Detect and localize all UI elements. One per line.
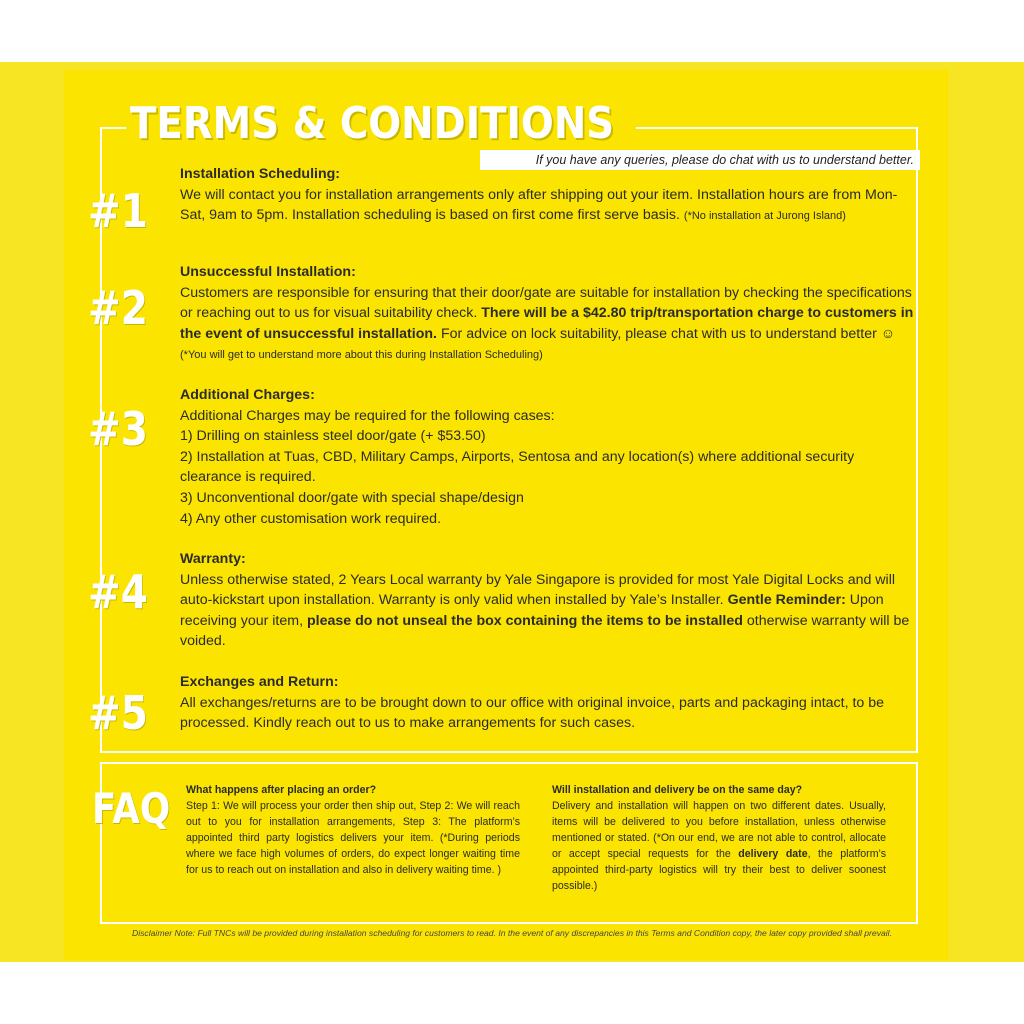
charges-line: 3) Unconventional door/gate with special shape/design <box>180 489 524 506</box>
section-heading: Installation Scheduling: <box>180 166 341 182</box>
reminder-bold: please do not unseal the box containing the items to be installed <box>306 612 743 629</box>
section-note: (*No installation at Jurong Island) <box>683 210 846 223</box>
page-title: TERMS & CONDITIONS <box>130 98 615 149</box>
faq-item-2 <box>552 782 886 894</box>
section-heading: Exchanges and Return: <box>180 674 339 690</box>
section-text: All exchanges/returns are to be brought down to our office with original invoice, parts and packaging intact, to be processed. Kindly reach out to us to make arrangements for such cases. <box>180 694 885 732</box>
faq-question: Will installation and delivery be on the same day? <box>552 784 803 796</box>
reminder-label: Gentle Reminder: <box>727 592 846 609</box>
charges-line: 4) Any other customisation work required. <box>180 510 442 527</box>
faq-answer-bold: delivery date <box>738 848 808 860</box>
section-additional-charges <box>180 385 915 529</box>
faq-answer: Step 1: We will process your order then ship out, Step 2: We will reach out to you for installation arrangements, Step 3: The platform’s appointed third party logistics delivers your item. (*During periods where we face high volumes of orders, do expect longer waiting time for us to reach out on installation and also in delivery waiting time. ) <box>186 800 520 876</box>
section-text: Customers are responsible for ensuring that their door/gate are suitable for installation by checking the specifications or reaching out to us for visual suitability check. <box>180 284 912 322</box>
reminder-text: Upon receiving your item, <box>180 592 884 629</box>
section-number-4: #4 <box>88 565 148 619</box>
disclaimer: Disclaimer Note: Full TNCs will be provided during installation scheduling for customers to read. In the event of any discrepancies in this Terms and Condition copy, the later copy provided shall prevail. <box>132 928 892 938</box>
query-note: If you have any queries, please do chat with us to understand better. <box>480 150 920 170</box>
section-unsuccessful-installation <box>180 262 915 366</box>
section-heading: Unsuccessful Installation: <box>180 264 356 280</box>
reminder-end: otherwise warranty will be voided. <box>180 612 910 650</box>
section-note: (*You will get to understand more about this during Installation Scheduling) <box>180 349 543 362</box>
faq-answer: , the platform’s appointed third-party logistics will try their best to deliver soonest possible.) <box>552 848 886 892</box>
faq-answer: Delivery and installation will happen on two different dates. Usually, items will be delivered to you before installation, unless otherwise mentioned or stated. (*On our end, we are not able to control, allocate or accept special requests for the <box>552 800 886 860</box>
section-text: We will contact you for installation arrangements only after shipping out your item. Installation hours are from Mon-Sat, 9am to 5pm. Installation scheduling is based on first come first serve basis. <box>180 186 898 224</box>
faq-title: FAQ <box>92 784 171 833</box>
faq-item-1 <box>186 782 520 878</box>
section-bold-text: There will be a $42.80 trip/transportation charge to customers in the event of unsuccessful installation. <box>180 305 914 342</box>
section-text: For advice on lock suitability, please chat with us to understand better ☺ <box>440 325 896 342</box>
charges-line: Additional Charges may be required for the following cases: <box>180 407 555 424</box>
charges-line: 1) Drilling on stainless steel door/gate (+ $53.50) <box>180 428 486 445</box>
charges-line: 2) Installation at Tuas, CBD, Military Camps, Airports, Sentosa and any location(s) where additional security clearance is required. <box>180 448 855 486</box>
section-number-1: #1 <box>88 184 148 238</box>
section-number-5: #5 <box>88 686 148 740</box>
section-warranty <box>180 549 915 652</box>
section-number-3: #3 <box>88 402 148 456</box>
section-text: Unless otherwise stated, 2 Years Local warranty by Yale Singapore is provided for most Yale Digital Locks and will auto-kickstart upon installation. Warranty is only valid when installed by Yale’s Installer. <box>180 571 896 609</box>
faq-question: What happens after placing an order? <box>186 784 377 796</box>
section-number-2: #2 <box>88 281 148 335</box>
section-heading: Warranty: <box>180 551 246 567</box>
section-heading: Additional Charges: <box>180 387 315 403</box>
section-exchanges-return <box>180 672 915 734</box>
section-installation-scheduling <box>180 164 915 227</box>
